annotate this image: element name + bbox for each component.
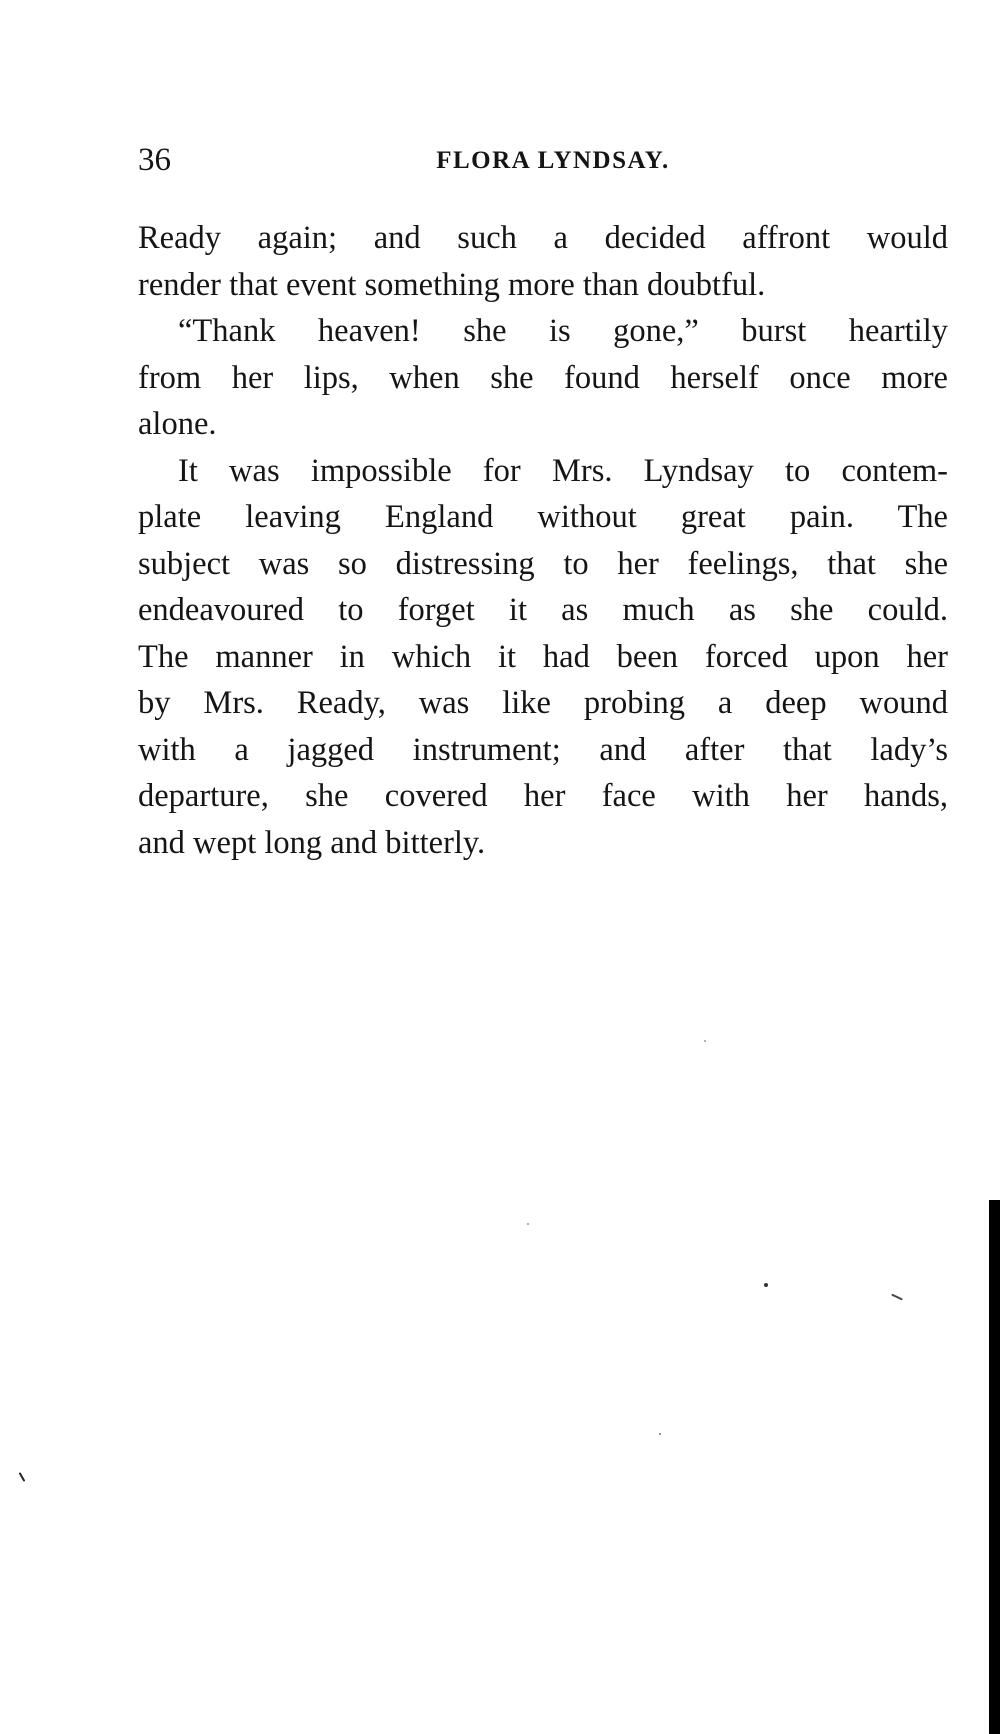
body-text	[138, 215, 948, 866]
page-header	[138, 142, 948, 182]
text-line: endeavoured to forget it as much as she could.	[138, 592, 948, 628]
text-line: with a jagged instrument; and after that lady’s	[138, 731, 948, 768]
paper-speck	[527, 1223, 529, 1225]
paper-speck	[659, 1433, 661, 1435]
text-line: from her lips, when she found herself once more	[138, 359, 948, 396]
page-number: 36	[138, 142, 171, 178]
text-line: Ready again; and such a decided affront would	[138, 220, 948, 256]
paper-speck	[764, 1283, 768, 1287]
paper-speck	[704, 1040, 706, 1042]
text-line: The manner in which it had been forced upon her	[138, 638, 948, 675]
text-line: subject was so distressing to her feelings, that she	[138, 545, 948, 582]
text-line: by Mrs. Ready, was like probing a deep wound	[138, 685, 948, 721]
text-line: and wept long and bitterly.	[138, 824, 486, 861]
text-line: plate leaving England without great pain. The	[138, 499, 948, 535]
text-line: departure, she covered her face with her hands,	[138, 778, 948, 814]
text-line: “Thank heaven! she is gone,” burst heartily	[178, 313, 948, 349]
paper-speck	[19, 1472, 26, 1482]
text-line: render that event something more than doubtful.	[138, 266, 766, 303]
page-edge-shadow	[989, 1200, 1000, 1734]
running-head: FLORA LYNDSAY.	[436, 147, 670, 174]
text-line: alone.	[138, 406, 217, 442]
text-line: It was impossible for Mrs. Lyndsay to contem-	[178, 452, 948, 489]
paper-speck	[891, 1294, 903, 1301]
